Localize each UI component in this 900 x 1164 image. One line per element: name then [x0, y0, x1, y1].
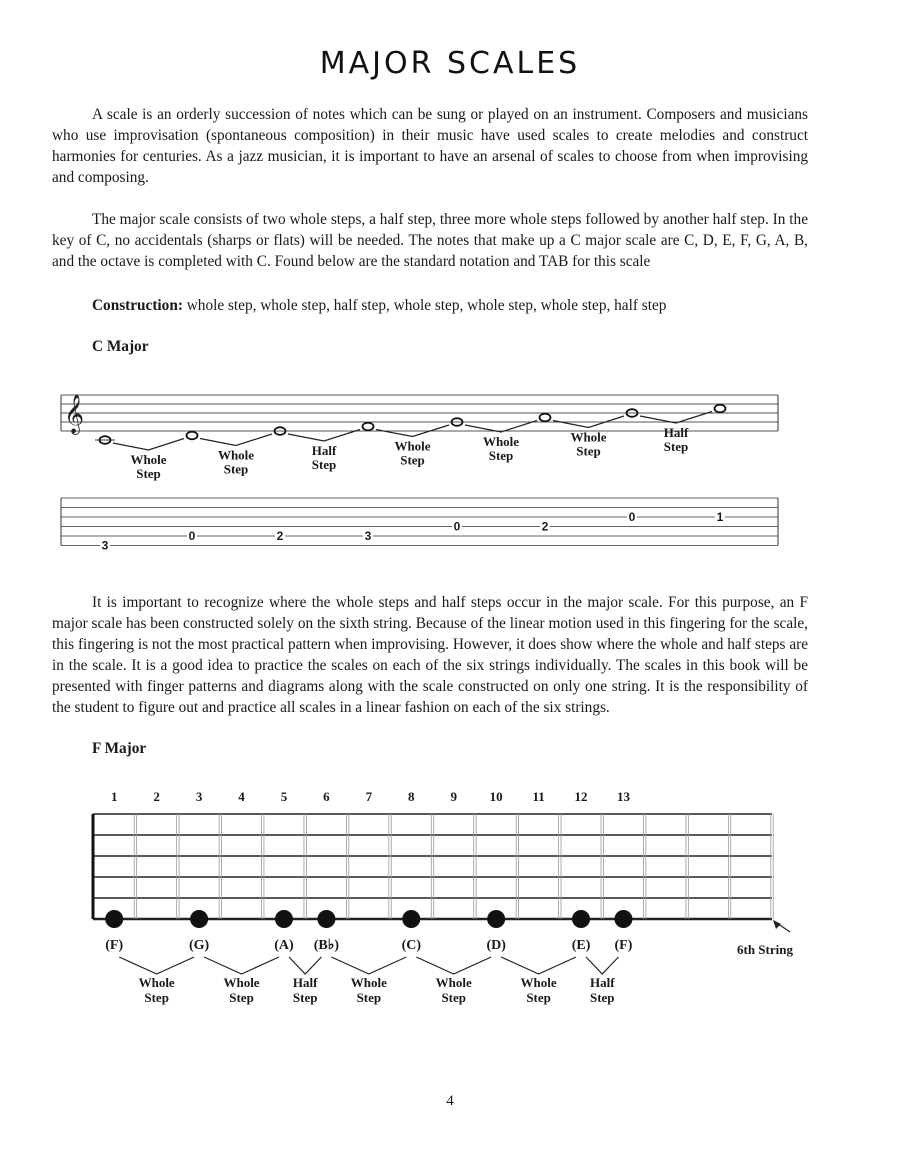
treble-clef-icon: 𝄞 — [64, 394, 85, 434]
step-connector — [586, 957, 618, 974]
step-label: Half — [589, 975, 615, 990]
c-major-label: C Major — [92, 338, 149, 355]
step-connector — [204, 957, 279, 974]
page-number: 4 — [446, 1093, 454, 1109]
note-dot — [275, 910, 293, 928]
note-name: (A) — [274, 938, 294, 953]
tab-number: 3 — [364, 529, 372, 543]
step-label: Step — [488, 448, 514, 463]
step-label: Whole — [223, 975, 260, 990]
step-label: Half — [663, 425, 689, 440]
step-label: Step — [526, 990, 551, 1005]
note-name: (F) — [614, 938, 633, 953]
whole-note — [540, 414, 551, 422]
whole-note — [187, 432, 198, 440]
intro-paragraph: A scale is an orderly succession of notes which can be sung or played on an instrument. Composers and musicians who use improvisation (spontaneous composition) in their music have used scales to create melodies and construct harmonies for centuries. As a jazz musician, it is important to have an arsenal of scales to choose from when improvising and composing. — [52, 106, 808, 186]
step-label: Step — [356, 990, 382, 1005]
fret-number: 7 — [365, 789, 373, 804]
construction-label: Construction: — [92, 297, 183, 314]
page-title: MAJOR SCALES — [319, 46, 581, 81]
tab-number: 2 — [276, 529, 284, 543]
note-name: (B♭) — [313, 938, 340, 953]
f-major-fretboard — [0, 780, 900, 1010]
arrow-head-icon — [773, 920, 781, 929]
step-connector — [331, 957, 406, 974]
fret-number: 12 — [574, 789, 588, 804]
step-label: Step — [229, 990, 254, 1005]
fret-number: 4 — [238, 789, 245, 804]
tab-number: 1 — [716, 510, 724, 524]
tab-number: 3 — [101, 538, 109, 553]
step-connector — [289, 957, 321, 974]
whole-note — [715, 405, 726, 413]
step-label: Step — [663, 439, 689, 454]
construction-text: whole step, whole step, half step, whole step, whole step, whole step, half step — [182, 297, 667, 314]
step-label: Step — [223, 461, 249, 477]
step-label: Step — [441, 990, 466, 1005]
step-connector — [416, 957, 491, 974]
fret-number: 1 — [110, 789, 118, 804]
fret-number: 6 — [323, 789, 330, 804]
fret-number: 9 — [450, 789, 457, 804]
step-label: Whole — [520, 975, 557, 990]
step-label: Whole — [130, 452, 167, 467]
tab-number: 0 — [453, 519, 461, 534]
fret-number: 13 — [616, 789, 630, 804]
note-dot — [190, 910, 208, 928]
note-dot — [402, 910, 420, 928]
string-label: 6th String — [737, 942, 793, 957]
step-label: Half — [292, 975, 318, 990]
fret-number: 2 — [153, 789, 160, 804]
fret-number: 11 — [532, 789, 545, 804]
step-label: Whole — [217, 447, 255, 463]
note-name: (G) — [188, 938, 210, 953]
step-connector — [200, 434, 272, 446]
step-label: Step — [576, 443, 601, 459]
note-dot — [317, 910, 335, 928]
step-label: Whole — [482, 434, 520, 449]
major-scale-paragraph: The major scale consists of two whole steps, a half step, three more whole steps followed by another half step. In the key of C, no accidentals (sharps or flats) will be needed. The notes that make up a C major scale are C, D, E, F, G, A, B, and the octave is completed with C. Found below are the standard notation and TAB for this scale — [52, 211, 808, 270]
construction-line — [92, 295, 666, 316]
note-dot — [487, 910, 505, 928]
tab-number: 2 — [541, 519, 549, 534]
note-name: (E) — [571, 938, 591, 953]
fretboard-marks — [105, 789, 793, 1005]
step-label: Step — [144, 990, 169, 1005]
note-dot — [572, 910, 590, 928]
note-dot — [105, 910, 123, 928]
c-notes — [95, 405, 726, 481]
step-label: Whole — [435, 975, 472, 990]
step-connector — [119, 957, 194, 974]
step-connector — [113, 439, 184, 451]
fret-number: 5 — [280, 789, 288, 804]
note-name: (F) — [105, 938, 124, 953]
tab-number: 0 — [188, 529, 196, 543]
whole-note — [363, 423, 374, 431]
step-label: Step — [136, 466, 161, 481]
note-dot — [614, 910, 632, 928]
step-label: Whole — [350, 975, 387, 990]
step-label: Half — [311, 443, 337, 458]
tab-number: 0 — [628, 510, 636, 524]
note-name: (D) — [486, 938, 506, 953]
step-label: Whole — [138, 975, 175, 990]
step-connector — [501, 957, 576, 974]
fretboard — [93, 814, 773, 919]
fret-number: 10 — [489, 789, 503, 804]
step-label: Step — [292, 990, 318, 1005]
fret-number: 8 — [408, 789, 415, 804]
f-major-paragraph: It is important to recognize where the whole steps and half steps occur in the major scale. For this purpose, an F major scale has been constructed solely on the sixth string. Because of the linear motion used in this fingering for the scale, this fingering is not the most practical pattern when improvising. However, it does show where the whole and half steps are in the scale. It is a good idea to practice the scales on each of the six strings individually. The scales in this book will be presented with finger patterns and diagrams along with the scale constructed on only one string. It is the responsibility of the student to figure out and practice all scales in a linear fashion on each of the six strings. — [52, 594, 808, 716]
step-label: Step — [400, 452, 425, 468]
step-label: Whole — [570, 429, 607, 445]
note-name: (C) — [401, 938, 421, 953]
step-label: Step — [311, 457, 337, 472]
step-label: Step — [589, 990, 615, 1005]
f-major-label: F Major — [92, 740, 147, 757]
c-tab — [61, 498, 778, 553]
fret-number: 3 — [195, 789, 203, 804]
c-major-notation — [0, 385, 900, 560]
step-label: Whole — [394, 438, 431, 454]
